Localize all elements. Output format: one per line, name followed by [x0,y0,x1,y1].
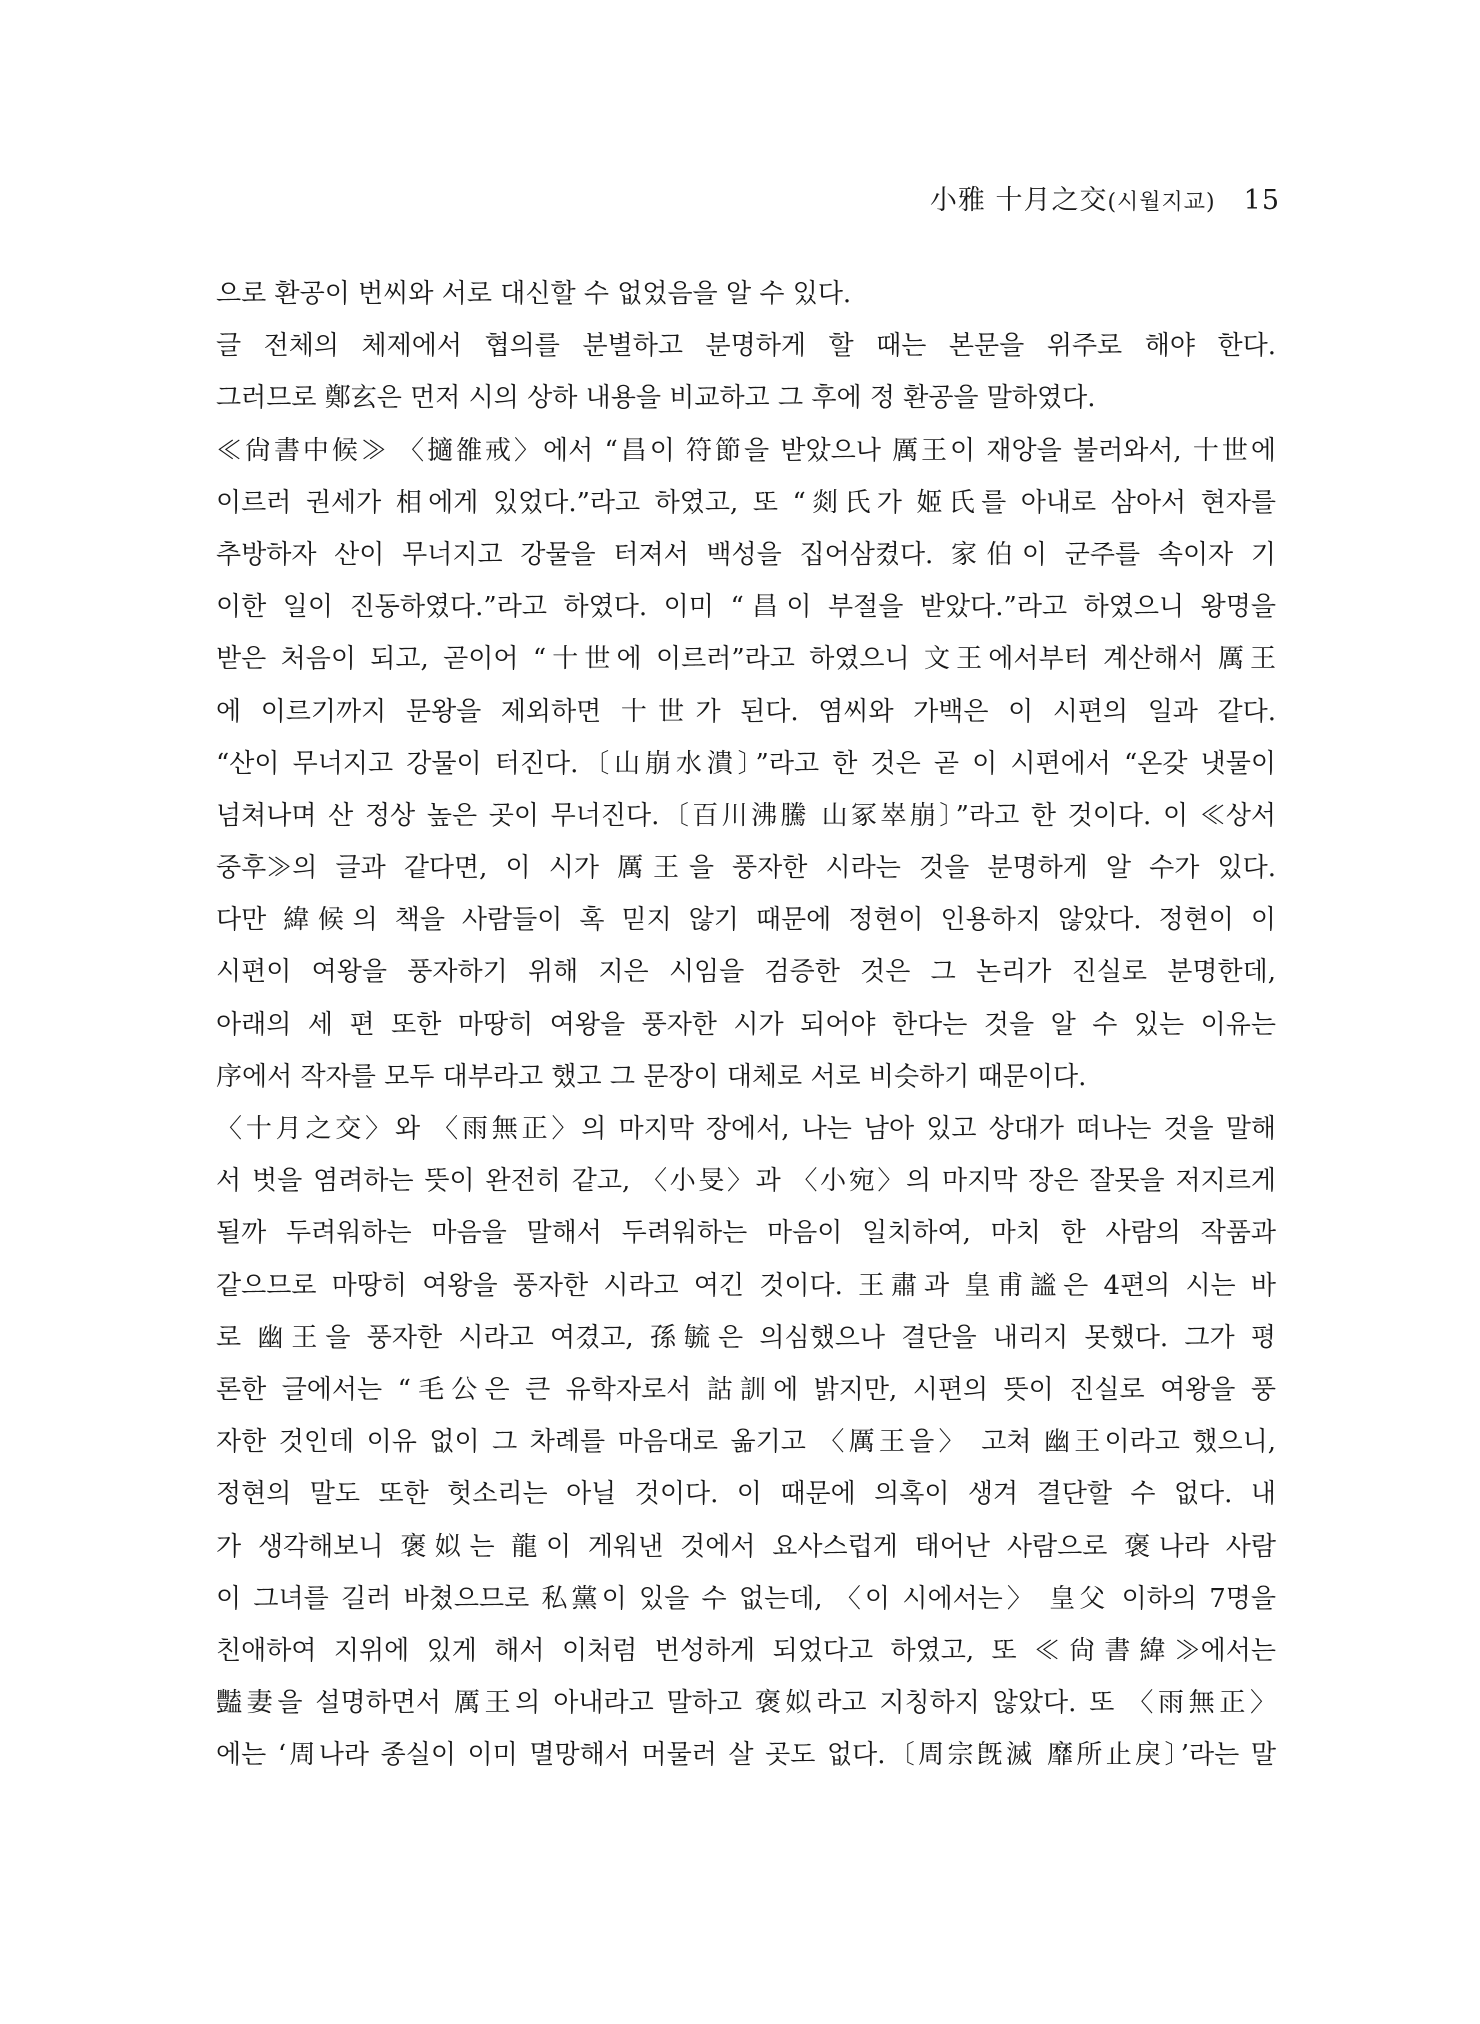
text-line: 이 그녀를 길러 바쳤으므로 私黨이 있을 수 없는데, 〈이 시에서는〉 皇父 이하의 7명을 [216,1583,1276,1614]
text-line: “산이 무너지고 강물이 터진다.〔山崩水潰〕”라고 한 것은 곧 이 시편에서 “온갖 냇물이 [216,748,1276,779]
text-line: 친애하여 지위에 있게 해서 이처럼 번성하게 되었다고 하였고, 또 ≪尙書緯≫에서는 [216,1635,1276,1666]
text-line: 넘쳐나며 산 정상 높은 곳이 무너진다.〔百川沸騰 山冢崒崩〕”라고 한 것이다. 이 ≪상서 [216,800,1276,831]
running-header [930,178,1280,217]
text-line: 에는 ‘周나라 종실이 이미 멸망해서 머물러 살 곳도 없다.〔周宗旣滅 靡所止戾〕’라는 말 [216,1740,1276,1771]
text-line: 글 전체의 체제에서 협의를 분별하고 분명하게 할 때는 본문을 위주로 해야 한다. [216,331,1276,362]
text-line: 〈十月之交〉와 〈雨無正〉의 마지막 장에서, 나는 남아 있고 상대가 떠나는 것을 말해 [216,1114,1276,1144]
text-line: 序에서 작자를 모두 대부라고 했고 그 문장이 대체로 서로 비슷하기 때문이다. [216,1061,1087,1092]
text-line: 이르러 권세가 相에게 있었다.”라고 하였고, 또 “剡氏가 姬氏를 아내로 삼아서 현자를 [216,487,1276,518]
text-line: 자한 것인데 이유 없이 그 차례를 마음대로 옮기고 〈厲王을〉 고쳐 幽王이라고 했으니, [216,1427,1276,1458]
text-line: 같으므로 마땅히 여왕을 풍자한 시라고 여긴 것이다. 王肅과 皇甫謐은 4편의 시는 바 [216,1270,1276,1301]
page-number: 15 [1243,185,1280,216]
text-line: 다만 緯候의 책을 사람들이 혹 믿지 않기 때문에 정현이 인용하지 않았다. 정현이 이 [216,905,1276,936]
text-line: 가 생각해보니 褒姒는 龍이 게워낸 것에서 요사스럽게 태어난 사람으로 褒나라 사람 [216,1531,1276,1562]
text-line: 으로 환공이 번씨와 서로 대신할 수 없었음을 알 수 있다. [216,279,852,309]
text-line: 받은 처음이 되고, 곧이어 “十世에 이르러”라고 하였으니 文王에서부터 계산해서 厲王 [216,644,1276,675]
text-line: 이한 일이 진동하였다.”라고 하였다. 이미 “昌이 부절을 받았다.”라고 하였으니 왕명을 [216,592,1276,623]
text-line: 추방하자 산이 무너지고 강물을 터져서 백성을 집어삼켰다. 家伯이 군주를 속이자 기 [216,539,1276,570]
text-line: 론한 글에서는 “毛公은 큰 유학자로서 詁訓에 밝지만, 시편의 뜻이 진실로 여왕을 풍 [216,1374,1276,1405]
text-line: 시편이 여왕을 풍자하기 위해 지은 시임을 검증한 것은 그 논리가 진실로 분명한데, [216,957,1276,988]
text-line: ≪尙書中候≫ 〈擿雒戒〉에서 “昌이 符節을 받았으나 厲王이 재앙을 불러와서, 十世에 [216,435,1276,466]
text-line: 그러므로 鄭玄은 먼저 시의 상하 내용을 비교하고 그 후에 정 환공을 말하였다. [216,383,1096,414]
header-title: 小雅 十月之交 [929,185,1108,216]
text-line: 중후≫의 글과 같다면, 이 시가 厲王을 풍자한 시라는 것을 분명하게 알 수가 있다. [216,853,1276,884]
text-line: 될까 두려워하는 마음을 말해서 두려워하는 마음이 일치하여, 마치 한 사람의 작품과 [216,1218,1276,1249]
header-title-paren: (시월지교) [1107,190,1216,215]
text-line: 로 幽王을 풍자한 시라고 여겼고, 孫毓은 의심했으나 결단을 내리지 못했다. 그가 평 [216,1322,1276,1353]
body-text [216,268,1276,1781]
text-line: 豔妻을 설명하면서 厲王의 아내라고 말하고 褒姒라고 지칭하지 않았다. 또 〈雨無正〉 [216,1688,1276,1719]
text-line: 아래의 세 편 또한 마땅히 여왕을 풍자한 시가 되어야 한다는 것을 알 수 있는 이유는 [216,1009,1276,1040]
text-line: 정현의 말도 또한 헛소리는 아닐 것이다. 이 때문에 의혹이 생겨 결단할 수 없다. 내 [216,1479,1276,1510]
text-line: 에 이르기까지 문왕을 제외하면 十世가 된다. 염씨와 가백은 이 시편의 일과 같다. [216,696,1276,727]
text-line: 서 벗을 염려하는 뜻이 완전히 같고, 〈小旻〉과 〈小宛〉의 마지막 장은 잘못을 저지르게 [216,1166,1276,1197]
